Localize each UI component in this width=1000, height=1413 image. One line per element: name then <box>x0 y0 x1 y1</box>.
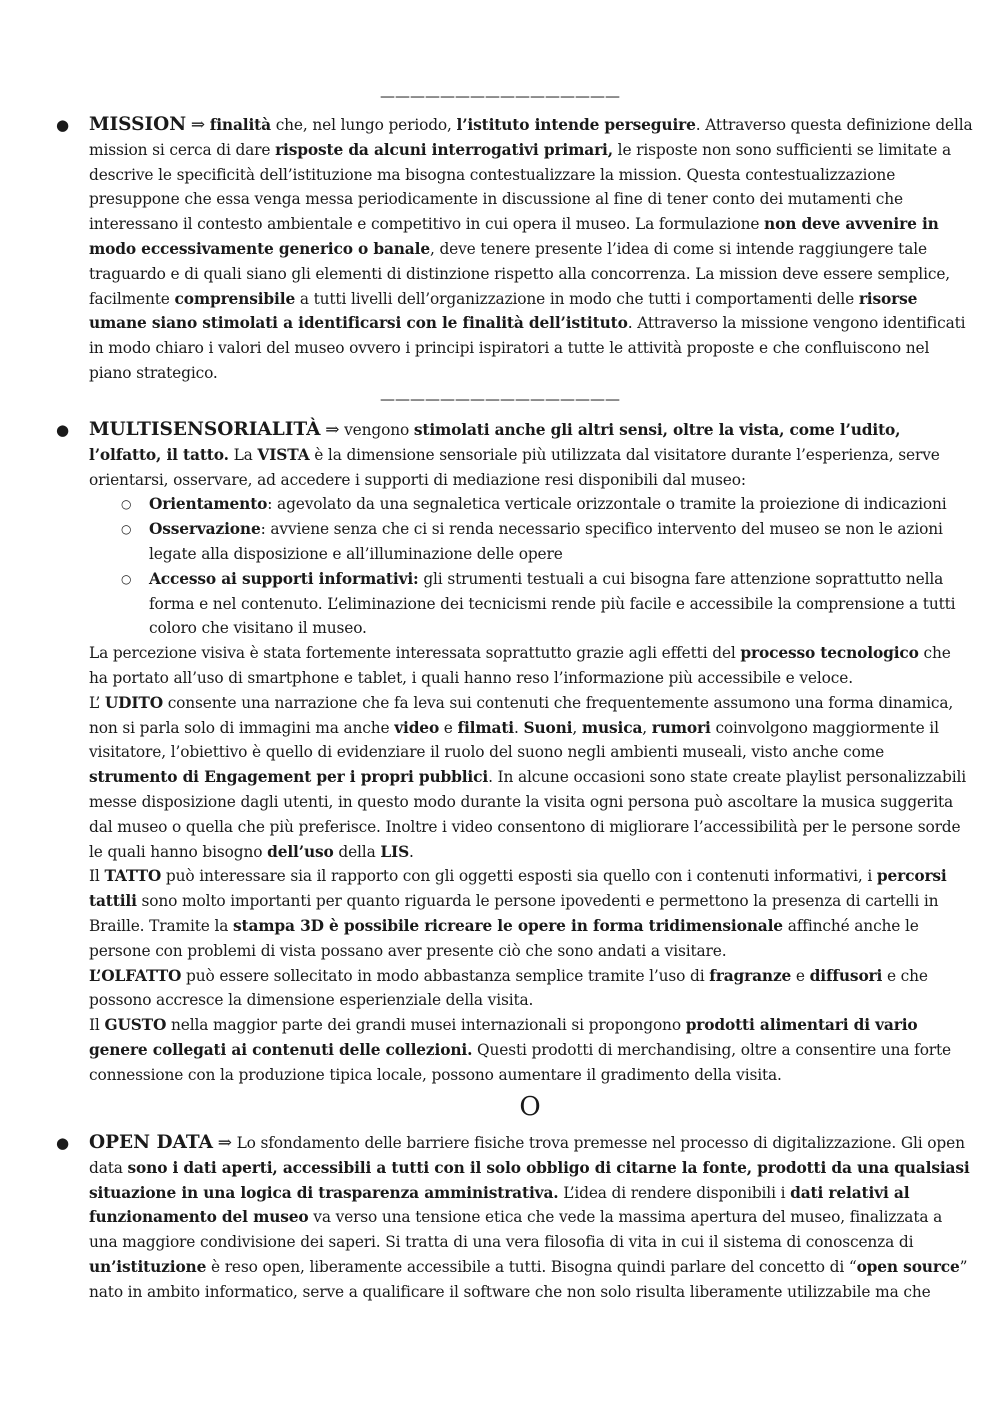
term-multisensorialita: MULTISENSORIALITÀ <box>89 419 321 440</box>
sublist-item-text <box>149 495 947 513</box>
text-run: a tutti livelli dell’organizzazione in modo che tutti i comportamenti delle <box>295 289 859 308</box>
paragraph-tatto <box>89 864 974 963</box>
implies-arrow-icon: ⇒ <box>217 1133 232 1153</box>
circle-bullet-icon: ○ <box>121 522 132 537</box>
bold-text-run: stampa 3D è possibile ricreare le opere in forma tridimensionale <box>233 916 783 935</box>
bold-text-run: dati relativi al funzionamento del museo <box>89 1183 910 1227</box>
bold-text-run: finalità <box>209 116 271 134</box>
bold-text-run: percorsi tattili <box>89 867 947 911</box>
bold-text-run: un’istituzione <box>89 1257 207 1276</box>
text-run: , <box>572 718 582 737</box>
bold-text-run: L’OLFATTO <box>89 966 182 985</box>
entry-open-data <box>56 1131 974 1305</box>
text-run: coinvolgono maggiormente il visitatore, l’obiettivo è quello di evidenziare il ruolo del suono negli ambienti museali, visto anche come <box>89 718 939 762</box>
text-run: è reso open, liberamente accessibile a tutti. Bisogna quindi parlare del concetto di “ <box>206 1257 857 1276</box>
text-run: . <box>409 842 414 861</box>
text-run: L’ <box>89 693 105 712</box>
term-open-data: OPEN DATA <box>89 1132 213 1153</box>
paragraph-percezione <box>89 641 974 691</box>
text-run: e <box>439 718 458 737</box>
bullet-icon: ● <box>56 116 69 134</box>
text-run: le risposte non sono sufficienti se limitate a descrive le specificità dell’istituzione ma bisogna contestualizzare la mission. Questa contestualizzazione presuppone che essa venga messa periodicamente in discussione al fine di tener conto dei mutamenti che interessano il contesto ambientale e competitivo in cui opera il museo. La formulazione <box>89 140 951 234</box>
bold-text-run: risorse umane siano stimolati a identificarsi con le finalità dell’istituto <box>89 289 918 333</box>
text-run: va verso una tensione etica che vede la massima apertura del museo, finalizzata a una maggiore condivisione dei saperi. Si tratta di una vera filosofia di vita in cui il sistema di conoscenza di <box>89 1208 943 1252</box>
circle-bullet-icon: ○ <box>121 497 132 512</box>
bold-text-run: Suoni <box>523 718 573 737</box>
circle-bullet-icon: ○ <box>121 571 132 586</box>
text-run: La percezione visiva è stata fortemente interessata soprattutto grazie agli effetti del <box>89 644 741 663</box>
text-run: . In alcune occasioni sono state create playlist personalizzabili messe disposizione dagli utenti, in questo modo durante la visita ogni persona può ascoltare la musica suggerita dal museo o quella che più preferisce. Inoltre i video consentono di migliorare l’accessibilità per le persone sorde le quali hanno bisogno <box>89 768 967 861</box>
text-run: : avviene senza che ci si renda necessario specifico intervento del museo se non le azioni legate alla disposizione e all’illuminazione delle opere <box>149 520 943 563</box>
text-run: La <box>228 445 258 464</box>
bold-text-run: UDITO <box>104 693 163 712</box>
bold-text-run: stimolati anche gli altri sensi, oltre la vista, come l’udito, l’olfatto, il tatto. <box>89 421 901 464</box>
text-run: . <box>514 718 524 737</box>
bullet-icon: ● <box>56 1134 69 1152</box>
section-letter-heading: O <box>519 1092 541 1122</box>
sublist-item-orientamento <box>121 492 974 517</box>
implies-arrow-icon: ⇒ <box>325 420 340 440</box>
divider-line: ———————————————— <box>380 87 620 105</box>
text-run: che, nel lungo periodo, <box>270 116 457 134</box>
bullet-icon: ● <box>56 421 69 439</box>
bold-text-run: dell’uso <box>267 842 334 861</box>
sense-sublist <box>89 492 974 641</box>
sublist-item-accesso <box>121 567 974 641</box>
text-run: : agevolato da una segnaletica verticale orizzontale o tramite la proiezione di indicazioni <box>267 495 947 514</box>
text-run: che ha portato all’uso di smartphone e tablet, i quali hanno reso l’informazione più accessibile e veloce. <box>89 644 951 687</box>
text-run: è la dimensione sensoriale più utilizzata dal visitatore durante l’esperienza, serve orientarsi, osservare, ad accedere i supporti di mediazione resi disponibili dal museo: <box>89 445 940 489</box>
bold-text-run: VISTA <box>257 445 310 464</box>
bold-text-run: strumento di Engagement per i propri pubblici <box>89 768 489 787</box>
bold-text-run: filmati <box>457 718 514 737</box>
bold-text-run: diffusori <box>809 966 883 985</box>
bold-text-run: processo tecnologico <box>740 644 919 663</box>
text-run: L’idea di rendere disponibili i <box>558 1183 791 1202</box>
text-run: . Attraverso questa definizione della mission si cerca di dare <box>89 116 973 159</box>
text-run: , deve tenere presente l’idea di come si intende raggiungere tale traguardo e di quali siano gli elementi di distinzione rispetto alla concorrenza. La mission deve essere semplice, facilmente <box>89 239 951 308</box>
bold-text-run: fragranze <box>709 966 792 985</box>
implies-arrow-icon: ⇒ <box>190 115 205 135</box>
bold-text-run: prodotti alimentari di vario genere collegati ai contenuti delle collezioni. <box>89 1016 918 1059</box>
bold-text-run: comprensibile <box>174 289 296 308</box>
text-run: , <box>642 718 652 737</box>
text-run: affinché anche le persone con problemi di vista possano aver presente ciò che sono andati a visitare. <box>89 916 919 960</box>
text-run: nella maggior parte dei grandi musei internazionali si propongono <box>166 1016 686 1035</box>
bold-text-run: musica <box>581 718 643 737</box>
multi-intro-paragraph <box>89 418 974 492</box>
divider-line: ———————————————— <box>380 390 620 408</box>
bold-text-run: TATTO <box>104 867 162 886</box>
text-run: gli strumenti testuali a cui bisogna fare attenzione soprattutto nella forma e nel contenuto. L’eliminazione dei tecnicismi rende più facile e accessibile la comprensione a tutti coloro che visitano il museo. <box>149 569 956 638</box>
bold-text-run: sono i dati aperti, accessibili a tutti con il solo obbligo di citarne la fonte, prodotti da una qualsiasi situazione in una logica di trasparenza amministrativa. <box>89 1158 970 1202</box>
bold-text-run: GUSTO <box>104 1016 167 1035</box>
entry-multisensorialita <box>56 418 974 1088</box>
text-run: sono molto importanti per quanto riguarda le persone ipovedenti e permettono la presenza di cartelli in Braille. Tramite la <box>89 892 939 935</box>
bold-text-run: Orientamento <box>149 495 268 514</box>
term-mission: MISSION <box>89 114 187 135</box>
text-run: . Attraverso la missione vengono identificati in modo chiaro i valori del museo ovvero i principi ispiratori a tutte le attività proposte e che confluiscono nel piano strategico. <box>89 314 966 382</box>
text-run: della <box>333 842 381 861</box>
bold-text-run: video <box>394 718 440 737</box>
text-run: e che possono accresce la dimensione esperienziale della visita. <box>89 966 928 1010</box>
text-run: ” nato in ambito informatico, serve a qualificare il software che non solo risulta liberamente utilizzabile ma che <box>89 1257 968 1301</box>
mission-paragraph <box>89 113 974 386</box>
paragraph-udito <box>89 691 974 865</box>
sublist-item-text <box>149 520 943 563</box>
text-run: consente una narrazione che fa leva sui contenuti che frequentemente assumono una forma dinamica, non si parla solo di immagini ma anche <box>89 693 954 737</box>
text-run: Il <box>89 867 105 886</box>
text-run: può interessare sia il rapporto con gli oggetti esposti sia quello con i contenuti informativi, i <box>161 867 877 886</box>
sublist-item-text <box>149 570 955 638</box>
bold-text-run: rumori <box>651 718 711 737</box>
text-run: Lo sfondamento delle barriere fisiche trova premesse nel processo di digitalizzazione. Gli open data <box>89 1134 965 1177</box>
text-run: può essere sollecitato in modo abbastanza semplice tramite l’uso di <box>181 966 710 985</box>
text-run: Questi prodotti di merchandising, oltre a consentire una forte connessione con la produzione tipica locale, possono aumentare il gradimento della visita. <box>89 1040 952 1084</box>
sublist-item-osservazione <box>121 517 974 567</box>
text-run: Il <box>89 1016 105 1035</box>
mission-text <box>89 116 973 382</box>
bold-text-run: l’istituto intende perseguire <box>456 116 696 134</box>
open-data-paragraph <box>89 1131 974 1305</box>
bold-text-run: Osservazione <box>149 520 261 539</box>
bold-text-run: non deve avvenire in modo eccessivamente generico o banale <box>89 215 939 258</box>
open-data-text <box>89 1134 970 1301</box>
bold-text-run: LIS <box>380 842 410 861</box>
text-run: e <box>791 966 810 985</box>
bold-text-run: Accesso ai supporti informativi: <box>149 569 419 588</box>
paragraph-gusto <box>89 1013 974 1087</box>
bold-text-run: risposte da alcuni interrogativi primari, <box>275 140 613 159</box>
paragraph-olfatto <box>89 964 974 1014</box>
entry-mission <box>56 113 974 386</box>
bold-text-run: open source <box>856 1257 960 1276</box>
text-run: vengono <box>339 421 414 439</box>
